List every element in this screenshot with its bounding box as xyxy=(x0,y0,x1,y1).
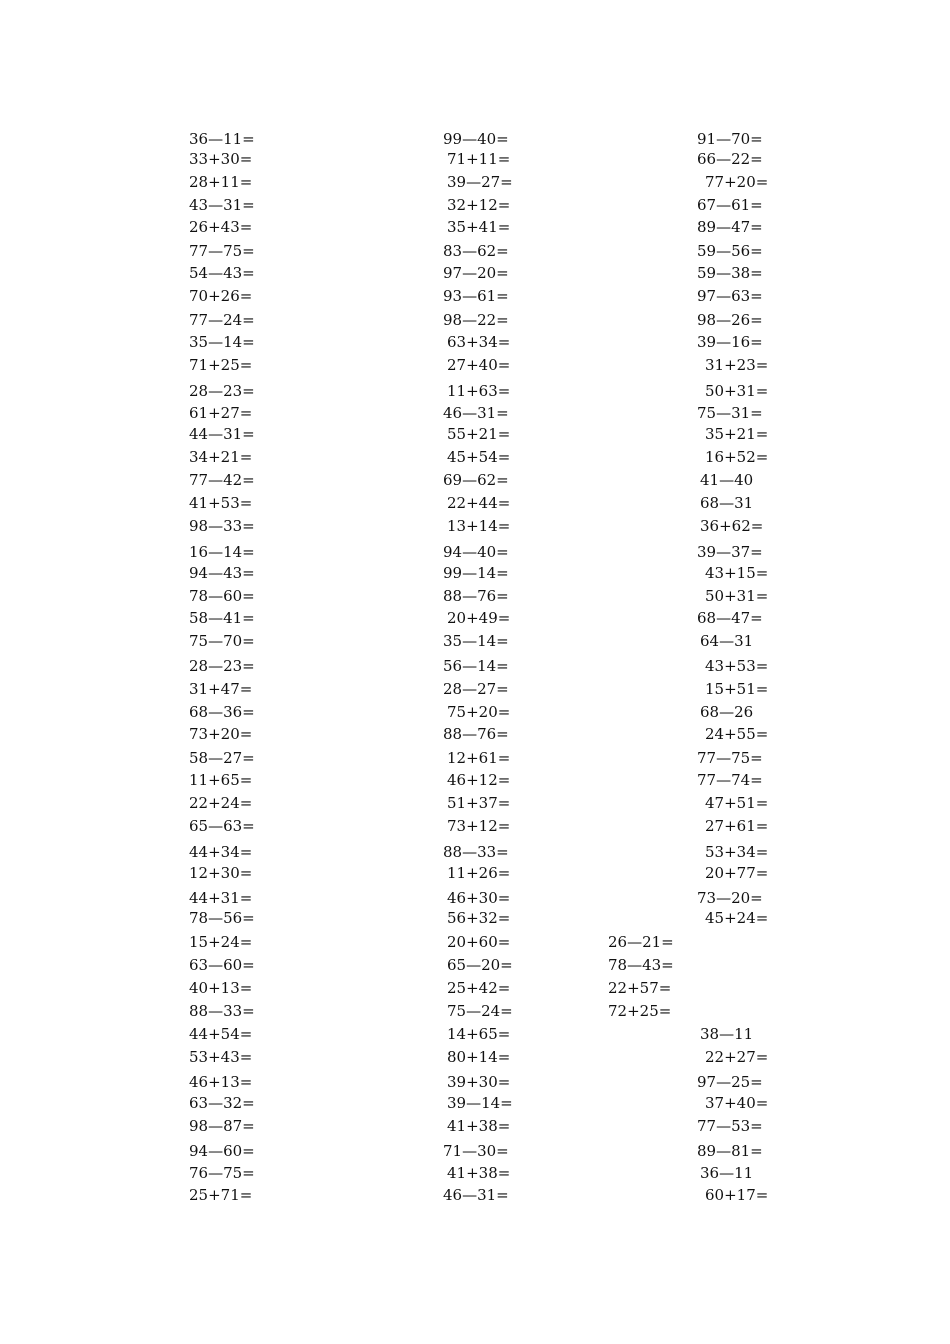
arithmetic-problem: 20+60= xyxy=(447,933,511,951)
arithmetic-problem: 77+20= xyxy=(705,173,769,191)
arithmetic-problem: 71+11= xyxy=(447,150,511,168)
arithmetic-problem: 12+61= xyxy=(447,749,511,767)
arithmetic-problem: 67—61= xyxy=(697,196,763,214)
arithmetic-problem: 47+51= xyxy=(705,794,769,812)
arithmetic-problem: 11+63= xyxy=(447,382,511,400)
arithmetic-problem: 64—31 xyxy=(700,632,754,650)
arithmetic-problem: 46+12= xyxy=(447,771,511,789)
arithmetic-problem: 88—76= xyxy=(443,725,509,743)
arithmetic-problem: 51+37= xyxy=(447,794,511,812)
arithmetic-problem: 35—14= xyxy=(443,632,509,650)
arithmetic-problem: 83—62= xyxy=(443,242,509,260)
arithmetic-problem: 56—14= xyxy=(443,657,509,675)
arithmetic-problem: 26—21= xyxy=(608,933,674,951)
arithmetic-problem: 75—24= xyxy=(447,1002,513,1020)
arithmetic-problem: 46—31= xyxy=(443,1186,509,1204)
arithmetic-problem: 53+34= xyxy=(705,843,769,861)
arithmetic-problem: 71—30= xyxy=(443,1142,509,1160)
arithmetic-problem: 58—27= xyxy=(189,749,255,767)
arithmetic-problem: 73+12= xyxy=(447,817,511,835)
arithmetic-problem: 45+24= xyxy=(705,909,769,927)
arithmetic-problem: 50+31= xyxy=(705,382,769,400)
arithmetic-problem: 65—20= xyxy=(447,956,513,974)
arithmetic-problem: 55+21= xyxy=(447,425,511,443)
arithmetic-problem: 45+54= xyxy=(447,448,511,466)
arithmetic-problem: 76—75= xyxy=(189,1164,255,1182)
arithmetic-problem: 77—24= xyxy=(189,311,255,329)
arithmetic-problem: 63+34= xyxy=(447,333,511,351)
arithmetic-problem: 88—76= xyxy=(443,587,509,605)
arithmetic-problem: 50+31= xyxy=(705,587,769,605)
arithmetic-problem: 11+26= xyxy=(447,864,511,882)
arithmetic-problem: 75+20= xyxy=(447,703,511,721)
arithmetic-problem: 15+51= xyxy=(705,680,769,698)
arithmetic-problem: 94—60= xyxy=(189,1142,255,1160)
arithmetic-problem: 68—36= xyxy=(189,703,255,721)
arithmetic-problem: 22+24= xyxy=(189,794,253,812)
arithmetic-problem: 41+53= xyxy=(189,494,253,512)
arithmetic-problem: 35+21= xyxy=(705,425,769,443)
arithmetic-problem: 35—14= xyxy=(189,333,255,351)
arithmetic-problem: 78—43= xyxy=(608,956,674,974)
arithmetic-problem: 77—53= xyxy=(697,1117,763,1135)
arithmetic-problem: 99—40= xyxy=(443,130,509,148)
arithmetic-problem: 65—63= xyxy=(189,817,255,835)
arithmetic-problem: 35+41= xyxy=(447,218,511,236)
arithmetic-problem: 37+40= xyxy=(705,1094,769,1112)
arithmetic-problem: 13+14= xyxy=(447,517,511,535)
arithmetic-problem: 22+57= xyxy=(608,979,672,997)
arithmetic-problem: 16—14= xyxy=(189,543,255,561)
arithmetic-problem: 88—33= xyxy=(189,1002,255,1020)
arithmetic-problem: 80+14= xyxy=(447,1048,511,1066)
arithmetic-problem: 98—33= xyxy=(189,517,255,535)
arithmetic-problem: 68—47= xyxy=(697,609,763,627)
arithmetic-problem: 44—31= xyxy=(189,425,255,443)
arithmetic-problem: 43+15= xyxy=(705,564,769,582)
arithmetic-problem: 68—31 xyxy=(700,494,754,512)
arithmetic-problem: 98—26= xyxy=(697,311,763,329)
arithmetic-problem: 28—23= xyxy=(189,382,255,400)
arithmetic-problem: 99—14= xyxy=(443,564,509,582)
arithmetic-problem: 34+21= xyxy=(189,448,253,466)
arithmetic-problem: 59—38= xyxy=(697,264,763,282)
arithmetic-problem: 15+24= xyxy=(189,933,253,951)
arithmetic-problem: 46+30= xyxy=(447,889,511,907)
arithmetic-problem: 63—60= xyxy=(189,956,255,974)
arithmetic-problem: 36+62= xyxy=(700,517,764,535)
arithmetic-problem: 25+71= xyxy=(189,1186,253,1204)
arithmetic-problem: 73+20= xyxy=(189,725,253,743)
arithmetic-problem: 22+44= xyxy=(447,494,511,512)
arithmetic-problem: 39+30= xyxy=(447,1073,511,1091)
arithmetic-problem: 72+25= xyxy=(608,1002,672,1020)
arithmetic-problem: 11+65= xyxy=(189,771,253,789)
arithmetic-problem: 41+38= xyxy=(447,1117,511,1135)
arithmetic-problem: 16+52= xyxy=(705,448,769,466)
arithmetic-problem: 36—11 xyxy=(700,1164,754,1182)
arithmetic-problem: 28—27= xyxy=(443,680,509,698)
arithmetic-problem: 28—23= xyxy=(189,657,255,675)
arithmetic-problem: 77—42= xyxy=(189,471,255,489)
arithmetic-problem: 54—43= xyxy=(189,264,255,282)
arithmetic-problem: 32+12= xyxy=(447,196,511,214)
arithmetic-problem: 77—75= xyxy=(189,242,255,260)
arithmetic-problem: 38—11 xyxy=(700,1025,754,1043)
arithmetic-problem: 12+30= xyxy=(189,864,253,882)
arithmetic-problem: 14+65= xyxy=(447,1025,511,1043)
arithmetic-problem: 94—43= xyxy=(189,564,255,582)
arithmetic-problem: 33+30= xyxy=(189,150,253,168)
arithmetic-problem: 97—20= xyxy=(443,264,509,282)
arithmetic-problem: 43—31= xyxy=(189,196,255,214)
arithmetic-problem: 44+34= xyxy=(189,843,253,861)
arithmetic-problem: 41+38= xyxy=(447,1164,511,1182)
arithmetic-problem: 78—56= xyxy=(189,909,255,927)
arithmetic-problem: 69—62= xyxy=(443,471,509,489)
arithmetic-problem: 20+77= xyxy=(705,864,769,882)
arithmetic-problem: 44+31= xyxy=(189,889,253,907)
arithmetic-problem: 39—16= xyxy=(697,333,763,351)
arithmetic-problem: 46—31= xyxy=(443,404,509,422)
arithmetic-problem: 60+17= xyxy=(705,1186,769,1204)
arithmetic-problem: 94—40= xyxy=(443,543,509,561)
arithmetic-problem: 68—26 xyxy=(700,703,754,721)
arithmetic-problem: 39—37= xyxy=(697,543,763,561)
arithmetic-problem: 39—14= xyxy=(447,1094,513,1112)
arithmetic-problem: 75—31= xyxy=(697,404,763,422)
arithmetic-problem: 97—63= xyxy=(697,287,763,305)
arithmetic-problem: 26+43= xyxy=(189,218,253,236)
arithmetic-problem: 89—47= xyxy=(697,218,763,236)
arithmetic-problem: 98—22= xyxy=(443,311,509,329)
arithmetic-problem: 20+49= xyxy=(447,609,511,627)
arithmetic-problem: 36—11= xyxy=(189,130,255,148)
arithmetic-problem: 59—56= xyxy=(697,242,763,260)
arithmetic-problem: 22+27= xyxy=(705,1048,769,1066)
arithmetic-problem: 56+32= xyxy=(447,909,511,927)
arithmetic-problem: 61+27= xyxy=(189,404,253,422)
arithmetic-problem: 31+47= xyxy=(189,680,253,698)
arithmetic-problem: 97—25= xyxy=(697,1073,763,1091)
arithmetic-problem: 88—33= xyxy=(443,843,509,861)
arithmetic-problem: 28+11= xyxy=(189,173,253,191)
arithmetic-problem: 93—61= xyxy=(443,287,509,305)
arithmetic-problem: 63—32= xyxy=(189,1094,255,1112)
arithmetic-problem: 77—75= xyxy=(697,749,763,767)
arithmetic-problem: 46+13= xyxy=(189,1073,253,1091)
arithmetic-problem: 75—70= xyxy=(189,632,255,650)
arithmetic-problem: 98—87= xyxy=(189,1117,255,1135)
arithmetic-problem: 53+43= xyxy=(189,1048,253,1066)
arithmetic-problem: 58—41= xyxy=(189,609,255,627)
arithmetic-problem: 27+40= xyxy=(447,356,511,374)
arithmetic-problem: 77—74= xyxy=(697,771,763,789)
arithmetic-problem: 78—60= xyxy=(189,587,255,605)
arithmetic-problem: 31+23= xyxy=(705,356,769,374)
arithmetic-problem: 25+42= xyxy=(447,979,511,997)
arithmetic-problem: 91—70= xyxy=(697,130,763,148)
arithmetic-problem: 71+25= xyxy=(189,356,253,374)
arithmetic-problem: 39—27= xyxy=(447,173,513,191)
arithmetic-problem: 66—22= xyxy=(697,150,763,168)
arithmetic-problem: 44+54= xyxy=(189,1025,253,1043)
arithmetic-problem: 40+13= xyxy=(189,979,253,997)
arithmetic-problem: 70+26= xyxy=(189,287,253,305)
arithmetic-problem: 89—81= xyxy=(697,1142,763,1160)
arithmetic-problem: 73—20= xyxy=(697,889,763,907)
arithmetic-problem: 27+61= xyxy=(705,817,769,835)
arithmetic-problem: 24+55= xyxy=(705,725,769,743)
arithmetic-problem: 41—40 xyxy=(700,471,754,489)
arithmetic-problem: 43+53= xyxy=(705,657,769,675)
